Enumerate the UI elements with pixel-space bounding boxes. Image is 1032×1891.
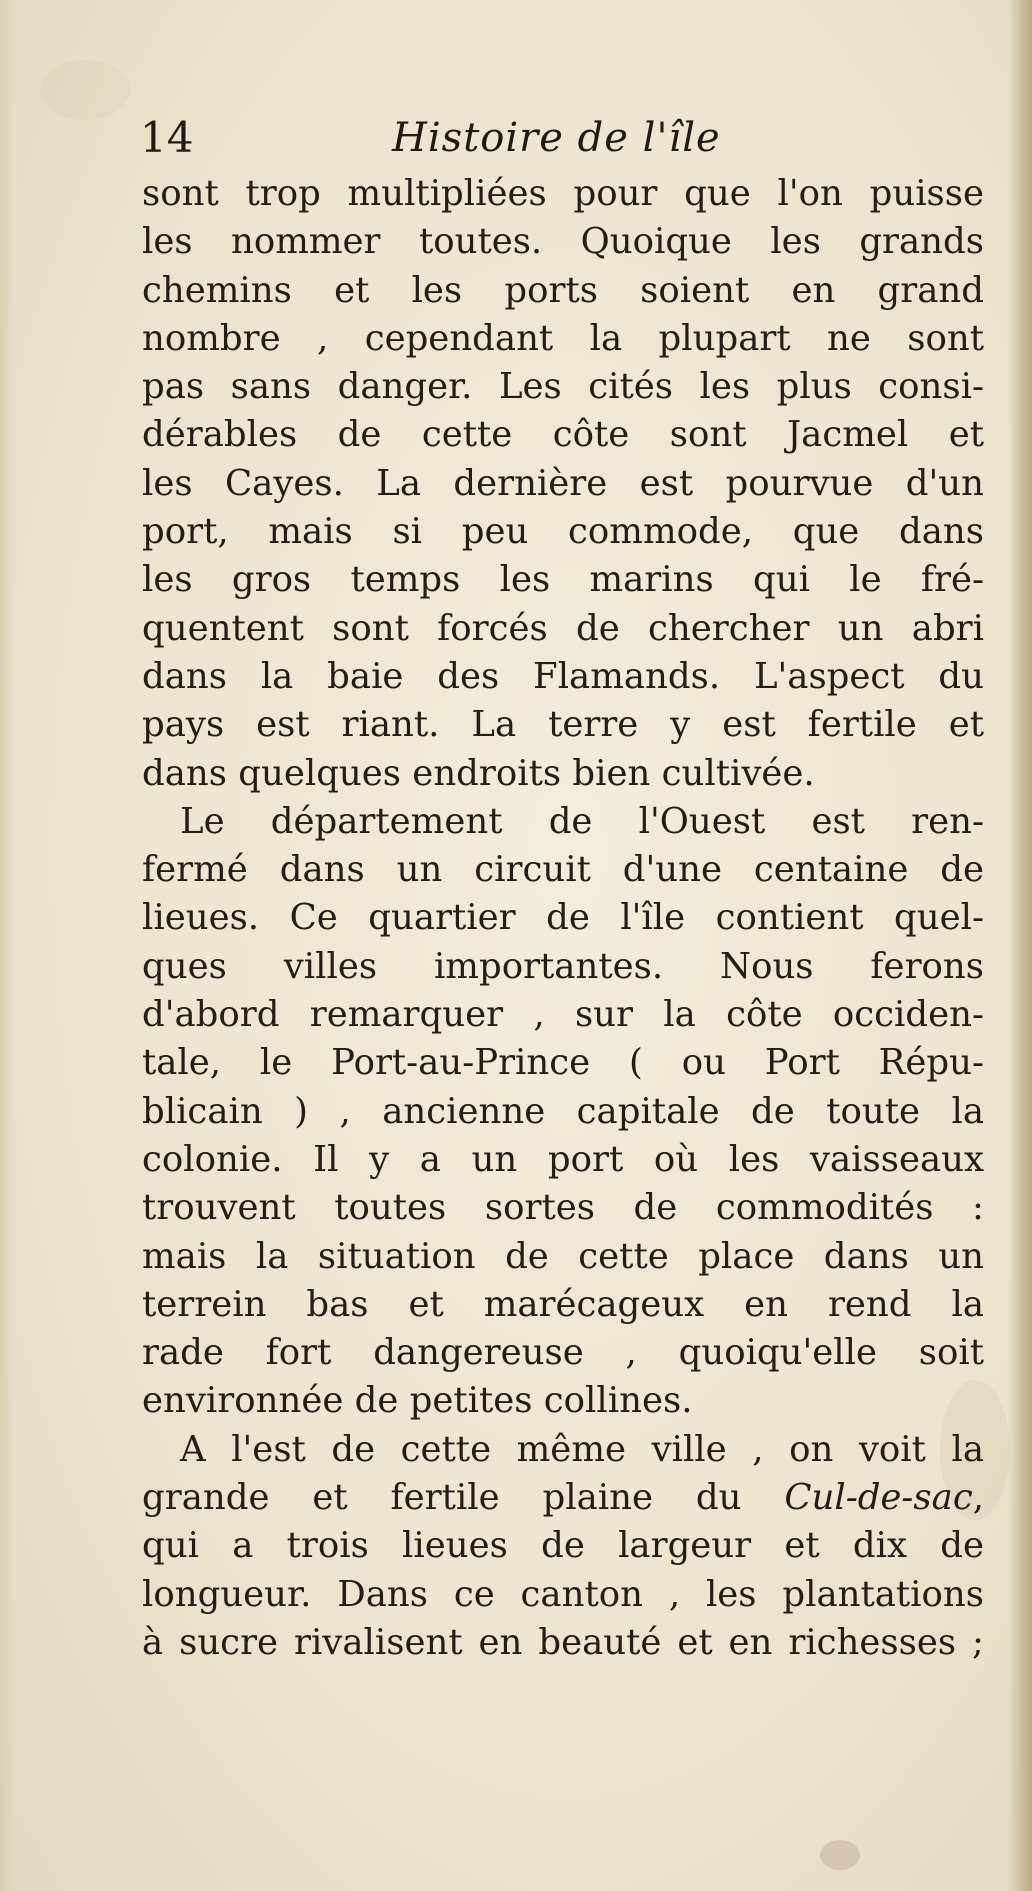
text-line: pas sans danger. Les cités les plus consi- <box>142 366 984 408</box>
text-line: ques villes importantes. Nous ferons <box>142 945 984 987</box>
page-number: 14 <box>140 113 194 162</box>
text-line: dans la baie des Flamands. L'aspect du <box>142 655 984 697</box>
text-line: quentent sont forcés de chercher un abri <box>142 607 984 649</box>
text-line: Le département de l'Ouest est ren- <box>180 800 984 842</box>
text-line: dérables de cette côte sont Jacmel et <box>142 414 984 456</box>
text-line: les Cayes. La dernière est pourvue d'un <box>142 462 984 504</box>
italic-place-name: Cul-de-sac <box>784 1477 973 1519</box>
text-line: dans quelques endroits bien cultivée. <box>142 752 815 794</box>
text-line: A l'est de cette même ville , on voit la <box>180 1428 984 1470</box>
running-head: Histoire de l'île <box>392 115 721 161</box>
text-line: rade fort dangereuse , quoiqu'elle soit <box>142 1332 984 1374</box>
text-line: lieues. Ce quartier de l'île contient quel- <box>142 897 984 939</box>
text-line: les nommer toutes. Quoique les grands <box>142 221 984 263</box>
text-line: sont trop multipliées pour que l'on puisse <box>142 173 984 214</box>
text-line: tale, le Port-au-Prince ( ou Port Répu- <box>142 1042 984 1084</box>
text-line: fermé dans un circuit d'une centaine de <box>142 849 984 891</box>
text-line: terrein bas et marécageux en rend la <box>142 1283 984 1325</box>
text-line: chemins et les ports soient en grand <box>142 269 984 311</box>
text-line: longueur. Dans ce canton , les plantations <box>142 1573 984 1615</box>
text-line: grande et fertile plaine du Cul-de-sac, <box>142 1477 984 1519</box>
text-line: les gros temps les marins qui le fré- <box>142 559 984 601</box>
text-line: environnée de petites collines. <box>142 1380 693 1422</box>
text-line: trouvent toutes sortes de commodités : <box>142 1187 984 1229</box>
text-line: nombre , cependant la plupart ne sont <box>142 317 984 359</box>
text-line: colonie. Il y a un port où les vaisseaux <box>142 1138 984 1180</box>
text-fragment: grande et fertile plaine du <box>142 1477 742 1519</box>
text-line: à sucre rivalisent en beauté et en richesses ; <box>142 1621 984 1663</box>
page-left-shadow <box>0 0 14 1891</box>
paper-stain <box>820 1840 860 1870</box>
text-line: mais la situation de cette place dans un <box>142 1235 984 1277</box>
text-line: qui a trois lieues de largeur et dix de <box>142 1525 984 1567</box>
text-line: blicain ) , ancienne capitale de toute la <box>142 1090 984 1132</box>
page-right-edge <box>1008 0 1032 1891</box>
text-line: d'abord remarquer , sur la côte occiden- <box>142 994 984 1036</box>
text-line: port, mais si peu commode, que dans <box>142 511 984 553</box>
text-line: pays est riant. La terre y est fertile et <box>142 704 984 746</box>
paper-stain <box>40 60 130 120</box>
body-text <box>142 170 984 1667</box>
page-header <box>140 112 990 164</box>
